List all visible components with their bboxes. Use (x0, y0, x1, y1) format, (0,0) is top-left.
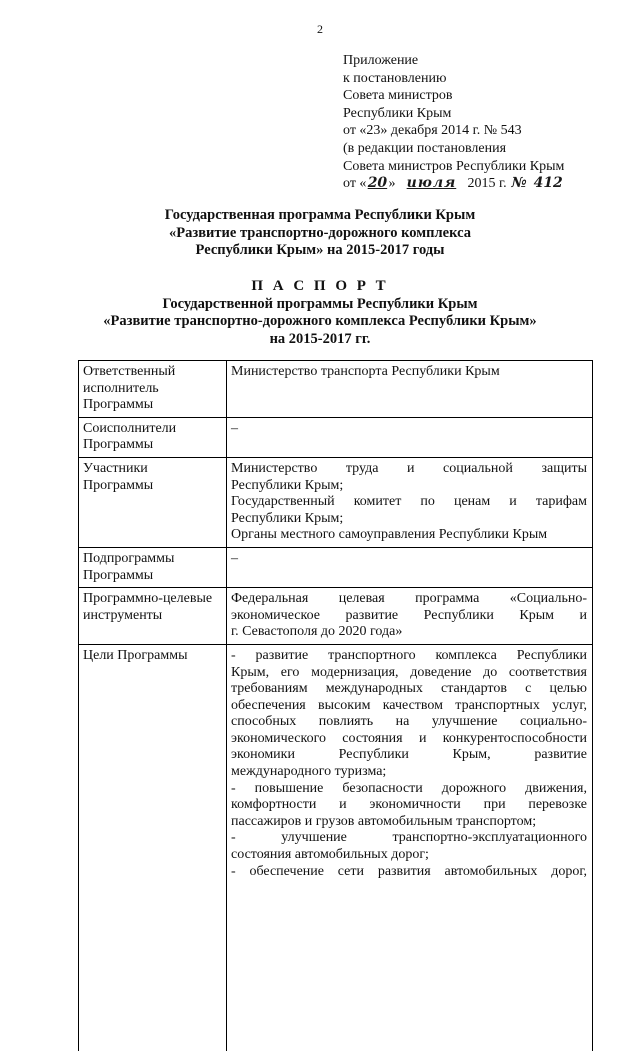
appendix-line: Совета министров Республики Крым (343, 158, 565, 174)
passport-table (78, 360, 593, 1051)
table-row (79, 547, 593, 587)
table-row (79, 361, 593, 418)
row-value (227, 588, 593, 645)
label-line: Программы (83, 437, 154, 453)
value-line: состояния автомобильных дорог; (231, 847, 429, 863)
appendix-line: к постановлению (343, 70, 447, 86)
passport-title-line: Государственной программы Республики Крым (162, 295, 478, 312)
value-line: – (231, 550, 238, 566)
program-title-line: Республики Крым» на 2015-2017 годы (195, 242, 445, 258)
revision-quote: » (388, 176, 396, 192)
label-line: Подпрограммы (83, 550, 175, 566)
passport-title (0, 278, 640, 348)
label-line: Программы (83, 567, 154, 583)
row-value (227, 547, 593, 587)
revision-prefix: от « (343, 176, 367, 192)
value-line: Государственный комитет по ценам и тарифам (231, 494, 587, 510)
label-line: Программы (83, 477, 154, 493)
value-line: – (231, 420, 238, 436)
label-line: инструменты (83, 607, 163, 623)
value-line: - улучшение транспортно-эксплуатационного (231, 830, 587, 846)
row-value (227, 457, 593, 547)
table-row (79, 457, 593, 547)
label-line: Программы (83, 397, 154, 413)
appendix-revision-date-line (343, 175, 635, 193)
value-line: г. Севастополя до 2020 года» (231, 624, 403, 640)
label-line: Программно-целевые (83, 591, 213, 607)
appendix-line: Совета министров (343, 88, 453, 104)
value-line: - обеспечение сети развития автомобильных дорог, (231, 863, 587, 879)
value-line: обеспечения высоким качеством транспортных услуг, (231, 697, 587, 713)
table-row (79, 588, 593, 645)
value-line: Федеральная целевая программа «Социально- (231, 591, 587, 607)
row-label (79, 417, 227, 457)
row-value (227, 361, 593, 418)
program-title-line: «Развитие транспортно-дорожного комплекса (169, 224, 471, 241)
value-line: международного туризма; (231, 764, 387, 780)
value-line: - повышение безопасности дорожного движения, (231, 780, 587, 796)
handwritten-month: июля (406, 175, 457, 192)
value-line: экономики Республики Крым, развитие (231, 747, 587, 763)
value-line: требованиям международных стандартов с целью (231, 681, 587, 697)
value-line: - развитие транспортного комплекса Республики (231, 647, 587, 663)
value-line: Республики Крым; (231, 510, 344, 526)
value-line: способных повлиять на улучшение социально- (231, 714, 587, 730)
appendix-line: Республики Крым (343, 105, 452, 121)
handwritten-number: 412 (533, 175, 563, 192)
label-line: Участники (83, 460, 148, 476)
label-line: Ответственный (83, 364, 176, 379)
row-label (79, 457, 227, 547)
row-label (79, 588, 227, 645)
label-line: Цели Программы (83, 647, 188, 663)
handwritten-day: 20 (367, 175, 388, 192)
table-row (79, 644, 593, 1051)
passport-title-line: на 2015-2017 гг. (269, 330, 371, 347)
revision-year: 2015 г. (467, 176, 507, 192)
value-line: экономическое развитие Республики Крым и (231, 607, 587, 623)
handwritten-number-sign: № (506, 175, 532, 192)
value-line: комфортности и экономичности при перевозке (231, 797, 587, 813)
value-line: Органы местного самоуправления Республики Крым (231, 527, 548, 543)
page-number: 2 (317, 22, 323, 36)
appendix-block (343, 52, 635, 193)
value-line: экономического состояния и конкурентоспособности (231, 730, 587, 746)
row-value (227, 417, 593, 457)
row-label (79, 361, 227, 418)
passport-title-line: «Развитие транспортно-дорожного комплекса Республики Крым» (103, 313, 537, 329)
value-line: пассажиров и грузов автомобильным транспортом; (231, 813, 537, 829)
appendix-line: (в редакции постановления (343, 140, 507, 156)
row-label (79, 547, 227, 587)
row-label (79, 644, 227, 1051)
row-value (227, 644, 593, 1051)
value-line: Крым, его модернизация, доведение до соответствия (231, 664, 587, 680)
label-line: Соисполнители (83, 420, 177, 436)
program-title-line: Государственная программа Республики Крым (164, 207, 476, 223)
value-line: Министерство труда и социальной защиты (231, 460, 587, 476)
value-line: Министерство транспорта Республики Крым (231, 364, 500, 379)
program-title (0, 207, 640, 260)
passport-heading: П А С П О Р Т (251, 278, 389, 294)
appendix-line: от «23» декабря 2014 г. № 543 (343, 123, 522, 139)
value-line: Республики Крым; (231, 477, 344, 493)
label-line: исполнитель (83, 380, 159, 396)
appendix-line: Приложение (343, 53, 419, 68)
table-row (79, 417, 593, 457)
